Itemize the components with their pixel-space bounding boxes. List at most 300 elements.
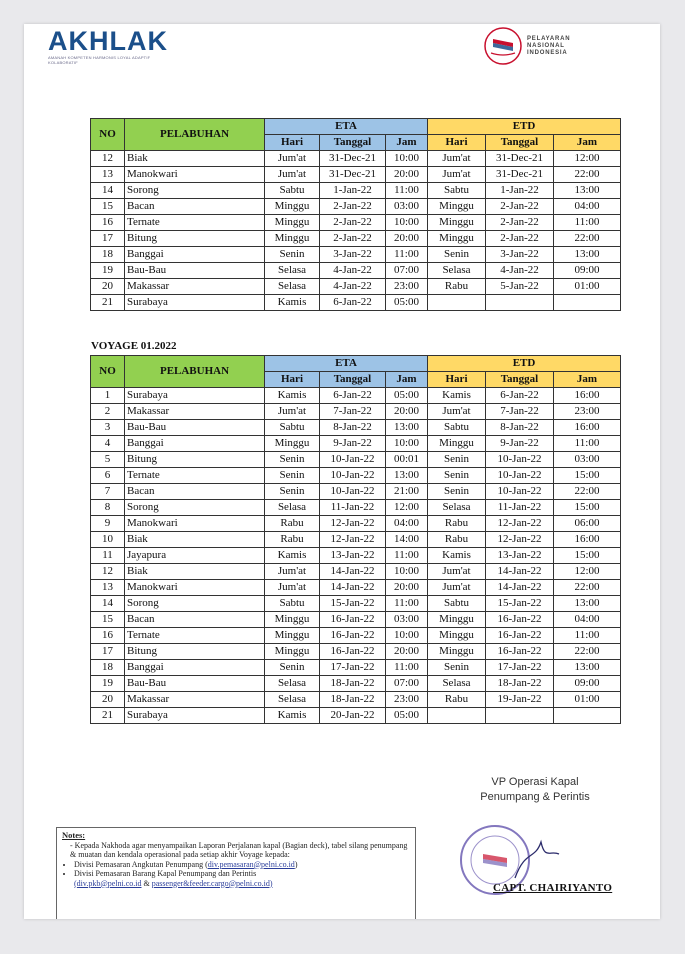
cell-etd-day: Selasa: [428, 500, 486, 516]
cell-etd-time: 11:00: [554, 215, 621, 231]
cell-etd-day: Rabu: [428, 279, 486, 295]
cell-eta-date: 16-Jan-22: [320, 644, 386, 660]
cell-etd-day: Jum'at: [428, 167, 486, 183]
cell-eta-day: Jum'at: [265, 580, 320, 596]
cell-etd-time: 23:00: [554, 404, 621, 420]
cell-etd-date: 12-Jan-22: [486, 516, 554, 532]
notes-title: Notes:: [62, 830, 86, 840]
cell-port: Bacan: [125, 484, 265, 500]
cell-eta-date: 10-Jan-22: [320, 452, 386, 468]
cell-eta-day: Senin: [265, 468, 320, 484]
cell-etd-time: 11:00: [554, 436, 621, 452]
cell-eta-date: 17-Jan-22: [320, 660, 386, 676]
col-header-eta-jam: Jam: [386, 372, 428, 388]
col-header-eta-tanggal: Tanggal: [320, 135, 386, 151]
table-row: [91, 151, 621, 167]
cell-eta-date: 15-Jan-22: [320, 596, 386, 612]
cell-no: 14: [91, 596, 125, 612]
notes-item: [74, 860, 410, 870]
cell-eta-day: Jum'at: [265, 167, 320, 183]
cell-eta-day: Kamis: [265, 295, 320, 311]
cell-eta-time: 21:00: [386, 484, 428, 500]
cell-eta-day: Selasa: [265, 279, 320, 295]
cell-no: 6: [91, 468, 125, 484]
cell-etd-day: Jum'at: [428, 580, 486, 596]
cell-eta-time: 11:00: [386, 596, 428, 612]
cell-eta-day: Selasa: [265, 676, 320, 692]
cell-eta-day: Senin: [265, 484, 320, 500]
cell-etd-date: 6-Jan-22: [486, 388, 554, 404]
cell-etd-date: 16-Jan-22: [486, 628, 554, 644]
cell-eta-time: 13:00: [386, 468, 428, 484]
cell-no: 18: [91, 247, 125, 263]
cell-no: 12: [91, 564, 125, 580]
cell-etd-date: 14-Jan-22: [486, 580, 554, 596]
col-header-etd-tanggal: Tanggal: [486, 372, 554, 388]
cell-eta-time: 07:00: [386, 263, 428, 279]
table-row: [91, 388, 621, 404]
signatory-name: CAPT. CHAIRIYANTO: [493, 882, 613, 894]
cell-etd-day: Minggu: [428, 215, 486, 231]
cell-no: 17: [91, 231, 125, 247]
table-row: [91, 247, 621, 263]
pelni-text-line: PELAYARAN: [527, 35, 571, 42]
cell-port: Banggai: [125, 247, 265, 263]
table-row: [91, 231, 621, 247]
table-row: [91, 199, 621, 215]
cell-eta-day: Rabu: [265, 516, 320, 532]
cell-port: Bacan: [125, 612, 265, 628]
cell-etd-date: 2-Jan-22: [486, 199, 554, 215]
col-header-no: NO: [91, 356, 125, 388]
cell-eta-date: 2-Jan-22: [320, 231, 386, 247]
cell-port: Manokwari: [125, 516, 265, 532]
table-row: [91, 468, 621, 484]
cell-eta-time: 11:00: [386, 660, 428, 676]
col-header-eta: ETA: [265, 119, 428, 135]
cell-etd-time: 09:00: [554, 676, 621, 692]
cell-etd-time: [554, 708, 621, 724]
col-header-etd: ETD: [428, 119, 621, 135]
cell-eta-time: 10:00: [386, 215, 428, 231]
cell-port: Surabaya: [125, 388, 265, 404]
table-row: [91, 279, 621, 295]
cell-no: 1: [91, 388, 125, 404]
col-header-eta-tanggal: Tanggal: [320, 372, 386, 388]
email-link[interactable]: div.pemasaran@pelni.co.id: [207, 859, 295, 869]
cell-eta-day: Senin: [265, 452, 320, 468]
cell-eta-time: 20:00: [386, 404, 428, 420]
cell-eta-date: 4-Jan-22: [320, 263, 386, 279]
cell-etd-time: 13:00: [554, 660, 621, 676]
cell-eta-day: Selasa: [265, 500, 320, 516]
table-row: [91, 580, 621, 596]
cell-no: 13: [91, 580, 125, 596]
cell-etd-time: 22:00: [554, 231, 621, 247]
notes-item: - Kepada Nakhoda agar menyampaikan Laporan Perjalanan kapal (Bagian deck), tabel silang penumpang & muatan dan kendala operasional pada setiap akhir Voyage kepada:: [70, 840, 408, 859]
col-header-eta-hari: Hari: [265, 135, 320, 151]
cell-etd-date: 9-Jan-22: [486, 436, 554, 452]
cell-etd-time: 22:00: [554, 644, 621, 660]
cell-port: Manokwari: [125, 580, 265, 596]
cell-eta-date: 6-Jan-22: [320, 388, 386, 404]
cell-etd-day: Minggu: [428, 436, 486, 452]
cell-etd-date: [486, 708, 554, 724]
cell-etd-time: 15:00: [554, 548, 621, 564]
table-row: [91, 532, 621, 548]
cell-etd-date: 11-Jan-22: [486, 500, 554, 516]
cell-eta-date: 18-Jan-22: [320, 692, 386, 708]
cell-eta-day: Rabu: [265, 532, 320, 548]
table-row: [91, 644, 621, 660]
cell-eta-time: 14:00: [386, 532, 428, 548]
table-row: [91, 420, 621, 436]
cell-etd-date: 10-Jan-22: [486, 468, 554, 484]
cell-eta-time: 11:00: [386, 183, 428, 199]
cell-eta-date: 31-Dec-21: [320, 151, 386, 167]
cell-etd-time: 06:00: [554, 516, 621, 532]
cell-etd-day: Minggu: [428, 644, 486, 660]
cell-eta-time: 23:00: [386, 692, 428, 708]
cell-no: 16: [91, 628, 125, 644]
cell-etd-day: [428, 708, 486, 724]
cell-etd-day: Senin: [428, 660, 486, 676]
cell-etd-day: Minggu: [428, 231, 486, 247]
table-row: [91, 516, 621, 532]
cell-etd-time: 15:00: [554, 500, 621, 516]
cell-eta-time: 10:00: [386, 436, 428, 452]
cell-eta-day: Kamis: [265, 708, 320, 724]
akhlak-tagline: AMANAH KOMPETEN HARMONIS LOYAL ADAPTIF KOLABORATIF: [48, 55, 151, 65]
cell-etd-time: 15:00: [554, 468, 621, 484]
cell-port: Bitung: [125, 452, 265, 468]
col-header-etd-hari: Hari: [428, 135, 486, 151]
cell-no: 8: [91, 500, 125, 516]
cell-etd-day: Senin: [428, 484, 486, 500]
cell-no: 11: [91, 548, 125, 564]
cell-etd-time: 01:00: [554, 279, 621, 295]
pelni-text-line: NASIONAL: [527, 42, 565, 49]
col-header-etd-tanggal: Tanggal: [486, 135, 554, 151]
notes-bullets: [62, 860, 410, 889]
cell-etd-time: 13:00: [554, 596, 621, 612]
cell-etd-day: Senin: [428, 247, 486, 263]
cell-port: Bau-Bau: [125, 420, 265, 436]
akhlak-logo: [48, 27, 168, 65]
table-row: [91, 564, 621, 580]
pelni-text-line: INDONESIA: [527, 49, 568, 56]
cell-no: 4: [91, 436, 125, 452]
cell-eta-day: Sabtu: [265, 183, 320, 199]
col-header-etd-jam: Jam: [554, 135, 621, 151]
cell-eta-date: 3-Jan-22: [320, 247, 386, 263]
cell-port: Ternate: [125, 468, 265, 484]
cell-eta-time: 10:00: [386, 628, 428, 644]
notes-box: [56, 827, 416, 919]
cell-etd-day: Kamis: [428, 548, 486, 564]
cell-etd-date: 16-Jan-22: [486, 612, 554, 628]
cell-eta-date: 16-Jan-22: [320, 628, 386, 644]
cell-etd-day: Jum'at: [428, 151, 486, 167]
cell-etd-date: 31-Dec-21: [486, 151, 554, 167]
cell-port: Bau-Bau: [125, 263, 265, 279]
cell-etd-time: 12:00: [554, 151, 621, 167]
cell-eta-date: 16-Jan-22: [320, 612, 386, 628]
cell-etd-day: Selasa: [428, 676, 486, 692]
cell-eta-date: 12-Jan-22: [320, 516, 386, 532]
cell-port: Bitung: [125, 231, 265, 247]
cell-no: 21: [91, 708, 125, 724]
table-row: [91, 676, 621, 692]
cell-eta-time: 03:00: [386, 199, 428, 215]
cell-eta-time: 10:00: [386, 564, 428, 580]
cell-eta-time: 20:00: [386, 580, 428, 596]
cell-etd-time: 03:00: [554, 452, 621, 468]
cell-no: 17: [91, 644, 125, 660]
cell-port: Surabaya: [125, 708, 265, 724]
notes-item-text: ): [294, 859, 298, 869]
table-row: [91, 660, 621, 676]
cell-eta-day: Kamis: [265, 548, 320, 564]
table-row: [91, 596, 621, 612]
cell-etd-time: 16:00: [554, 532, 621, 548]
cell-etd-time: 16:00: [554, 388, 621, 404]
cell-eta-day: Senin: [265, 660, 320, 676]
cell-etd-time: 01:00: [554, 692, 621, 708]
cell-port: Sorong: [125, 183, 265, 199]
schedule-table-voyage-01-2022: [90, 355, 621, 724]
signature-title-line: VP Operasi Kapal: [491, 776, 579, 788]
cell-eta-time: 05:00: [386, 388, 428, 404]
cell-port: Bau-Bau: [125, 676, 265, 692]
cell-etd-time: 11:00: [554, 628, 621, 644]
cell-etd-date: 15-Jan-22: [486, 596, 554, 612]
cell-port: Makassar: [125, 404, 265, 420]
cell-etd-day: Rabu: [428, 692, 486, 708]
table-row: [91, 708, 621, 724]
signature-block: [440, 775, 630, 805]
cell-etd-date: 10-Jan-22: [486, 452, 554, 468]
cell-eta-day: Minggu: [265, 644, 320, 660]
cell-port: Bacan: [125, 199, 265, 215]
table-row: [91, 404, 621, 420]
cell-eta-time: 20:00: [386, 644, 428, 660]
cell-no: 15: [91, 199, 125, 215]
cell-eta-time: 20:00: [386, 231, 428, 247]
cell-etd-time: [554, 295, 621, 311]
cell-etd-date: 12-Jan-22: [486, 532, 554, 548]
email-link[interactable]: passenger&feeder.cargo@pelni.co.id): [151, 878, 273, 888]
cell-etd-day: Jum'at: [428, 404, 486, 420]
cell-etd-date: 8-Jan-22: [486, 420, 554, 436]
col-header-no: NO: [91, 119, 125, 151]
cell-port: Ternate: [125, 215, 265, 231]
cell-etd-time: 22:00: [554, 580, 621, 596]
cell-no: 7: [91, 484, 125, 500]
cell-eta-date: 31-Dec-21: [320, 167, 386, 183]
cell-etd-date: 4-Jan-22: [486, 263, 554, 279]
cell-etd-time: 22:00: [554, 167, 621, 183]
cell-eta-day: Sabtu: [265, 420, 320, 436]
cell-etd-time: 09:00: [554, 263, 621, 279]
cell-no: 5: [91, 452, 125, 468]
cell-eta-date: 18-Jan-22: [320, 676, 386, 692]
cell-eta-date: 2-Jan-22: [320, 215, 386, 231]
cell-eta-date: 10-Jan-22: [320, 468, 386, 484]
cell-etd-time: 22:00: [554, 484, 621, 500]
table-row: [91, 436, 621, 452]
schedule-table-previous-voyage: [90, 118, 621, 311]
cell-eta-time: 03:00: [386, 612, 428, 628]
cell-no: 18: [91, 660, 125, 676]
table-row: [91, 215, 621, 231]
notes-list: [62, 841, 410, 860]
cell-etd-day: Minggu: [428, 199, 486, 215]
cell-port: Biak: [125, 151, 265, 167]
cell-etd-day: Sabtu: [428, 596, 486, 612]
cell-eta-time: 05:00: [386, 708, 428, 724]
cell-etd-day: Sabtu: [428, 420, 486, 436]
cell-port: Bitung: [125, 644, 265, 660]
cell-eta-time: 20:00: [386, 167, 428, 183]
cell-etd-time: 13:00: [554, 183, 621, 199]
cell-etd-date: 31-Dec-21: [486, 167, 554, 183]
col-header-pelabuhan: PELABUHAN: [125, 356, 265, 388]
cell-etd-day: Selasa: [428, 263, 486, 279]
notes-item-text: Divisi Pemasaran Barang Kapal Penumpang dan Perintis: [74, 869, 257, 878]
cell-port: Banggai: [125, 660, 265, 676]
cell-eta-date: 13-Jan-22: [320, 548, 386, 564]
cell-etd-day: Rabu: [428, 516, 486, 532]
cell-etd-date: 13-Jan-22: [486, 548, 554, 564]
col-header-eta-jam: Jam: [386, 135, 428, 151]
cell-port: Sorong: [125, 500, 265, 516]
cell-eta-day: Jum'at: [265, 151, 320, 167]
cell-etd-day: Minggu: [428, 612, 486, 628]
table-row: [91, 295, 621, 311]
col-header-etd-hari: Hari: [428, 372, 486, 388]
cell-no: 9: [91, 516, 125, 532]
cell-eta-date: 20-Jan-22: [320, 708, 386, 724]
cell-etd-day: Sabtu: [428, 183, 486, 199]
cell-no: 21: [91, 295, 125, 311]
cell-port: Surabaya: [125, 295, 265, 311]
pelni-emblem-icon: [483, 26, 523, 66]
cell-eta-date: 14-Jan-22: [320, 580, 386, 596]
cell-port: Banggai: [125, 436, 265, 452]
cell-eta-day: Minggu: [265, 612, 320, 628]
table-row: [91, 263, 621, 279]
cell-etd-date: 17-Jan-22: [486, 660, 554, 676]
cell-eta-day: Selasa: [265, 692, 320, 708]
cell-etd-date: 5-Jan-22: [486, 279, 554, 295]
cell-eta-day: Minggu: [265, 628, 320, 644]
cell-etd-day: Jum'at: [428, 564, 486, 580]
table-row: [91, 548, 621, 564]
cell-no: 14: [91, 183, 125, 199]
table-row: [91, 167, 621, 183]
pelni-logo-text: [527, 36, 570, 57]
cell-eta-day: Sabtu: [265, 596, 320, 612]
cell-etd-day: Senin: [428, 452, 486, 468]
col-header-eta-hari: Hari: [265, 372, 320, 388]
cell-etd-date: 14-Jan-22: [486, 564, 554, 580]
signature-title-line: Penumpang & Perintis: [480, 791, 590, 803]
cell-eta-date: 6-Jan-22: [320, 295, 386, 311]
cell-no: 13: [91, 167, 125, 183]
cell-etd-date: 16-Jan-22: [486, 644, 554, 660]
table-row: [91, 628, 621, 644]
cell-etd-day: Kamis: [428, 388, 486, 404]
cell-eta-day: Minggu: [265, 215, 320, 231]
cell-eta-day: Kamis: [265, 388, 320, 404]
cell-eta-day: Senin: [265, 247, 320, 263]
cell-eta-time: 12:00: [386, 500, 428, 516]
cell-eta-day: Minggu: [265, 436, 320, 452]
cell-port: Makassar: [125, 279, 265, 295]
table-row: [91, 612, 621, 628]
cell-no: 20: [91, 279, 125, 295]
table-row: [91, 500, 621, 516]
cell-etd-date: 2-Jan-22: [486, 231, 554, 247]
cell-eta-time: 23:00: [386, 279, 428, 295]
cell-etd-date: [486, 295, 554, 311]
cell-port: Ternate: [125, 628, 265, 644]
cell-port: Biak: [125, 532, 265, 548]
cell-eta-time: 13:00: [386, 420, 428, 436]
cell-no: 20: [91, 692, 125, 708]
cell-etd-date: 10-Jan-22: [486, 484, 554, 500]
cell-port: Sorong: [125, 596, 265, 612]
cell-etd-date: 7-Jan-22: [486, 404, 554, 420]
cell-eta-date: 14-Jan-22: [320, 564, 386, 580]
cell-eta-date: 2-Jan-22: [320, 199, 386, 215]
notes-item-text: Kepada Nakhoda agar menyampaikan Laporan Perjalanan kapal (Bagian deck), tabel silang penumpang & muatan dan kendala operasional pada setiap akhir Voyage kepada:: [70, 840, 408, 859]
col-header-etd-jam: Jam: [554, 372, 621, 388]
table-row: [91, 484, 621, 500]
cell-etd-date: 18-Jan-22: [486, 676, 554, 692]
cell-no: 16: [91, 215, 125, 231]
cell-no: 15: [91, 612, 125, 628]
cell-eta-day: Minggu: [265, 199, 320, 215]
notes-item-text: &: [141, 878, 152, 888]
cell-port: Manokwari: [125, 167, 265, 183]
email-link[interactable]: (div.pkb@pelni.co.id: [74, 878, 142, 888]
cell-no: 12: [91, 151, 125, 167]
cell-etd-day: [428, 295, 486, 311]
cell-port: Jayapura: [125, 548, 265, 564]
cell-eta-time: 04:00: [386, 516, 428, 532]
cell-etd-date: 3-Jan-22: [486, 247, 554, 263]
cell-eta-date: 9-Jan-22: [320, 436, 386, 452]
cell-etd-time: 04:00: [554, 612, 621, 628]
cell-etd-date: 1-Jan-22: [486, 183, 554, 199]
cell-eta-date: 7-Jan-22: [320, 404, 386, 420]
cell-eta-date: 11-Jan-22: [320, 500, 386, 516]
akhlak-logo-text: AKHLAK: [48, 26, 168, 56]
notes-item-text: Divisi Pemasaran Angkutan Penumpang (: [74, 859, 208, 869]
cell-etd-date: 2-Jan-22: [486, 215, 554, 231]
cell-eta-time: 00:01: [386, 452, 428, 468]
cell-port: Makassar: [125, 692, 265, 708]
cell-eta-day: Jum'at: [265, 564, 320, 580]
cell-etd-time: 04:00: [554, 199, 621, 215]
cell-eta-date: 10-Jan-22: [320, 484, 386, 500]
cell-etd-time: 12:00: [554, 564, 621, 580]
cell-eta-time: 07:00: [386, 676, 428, 692]
cell-eta-date: 12-Jan-22: [320, 532, 386, 548]
cell-etd-day: Rabu: [428, 532, 486, 548]
